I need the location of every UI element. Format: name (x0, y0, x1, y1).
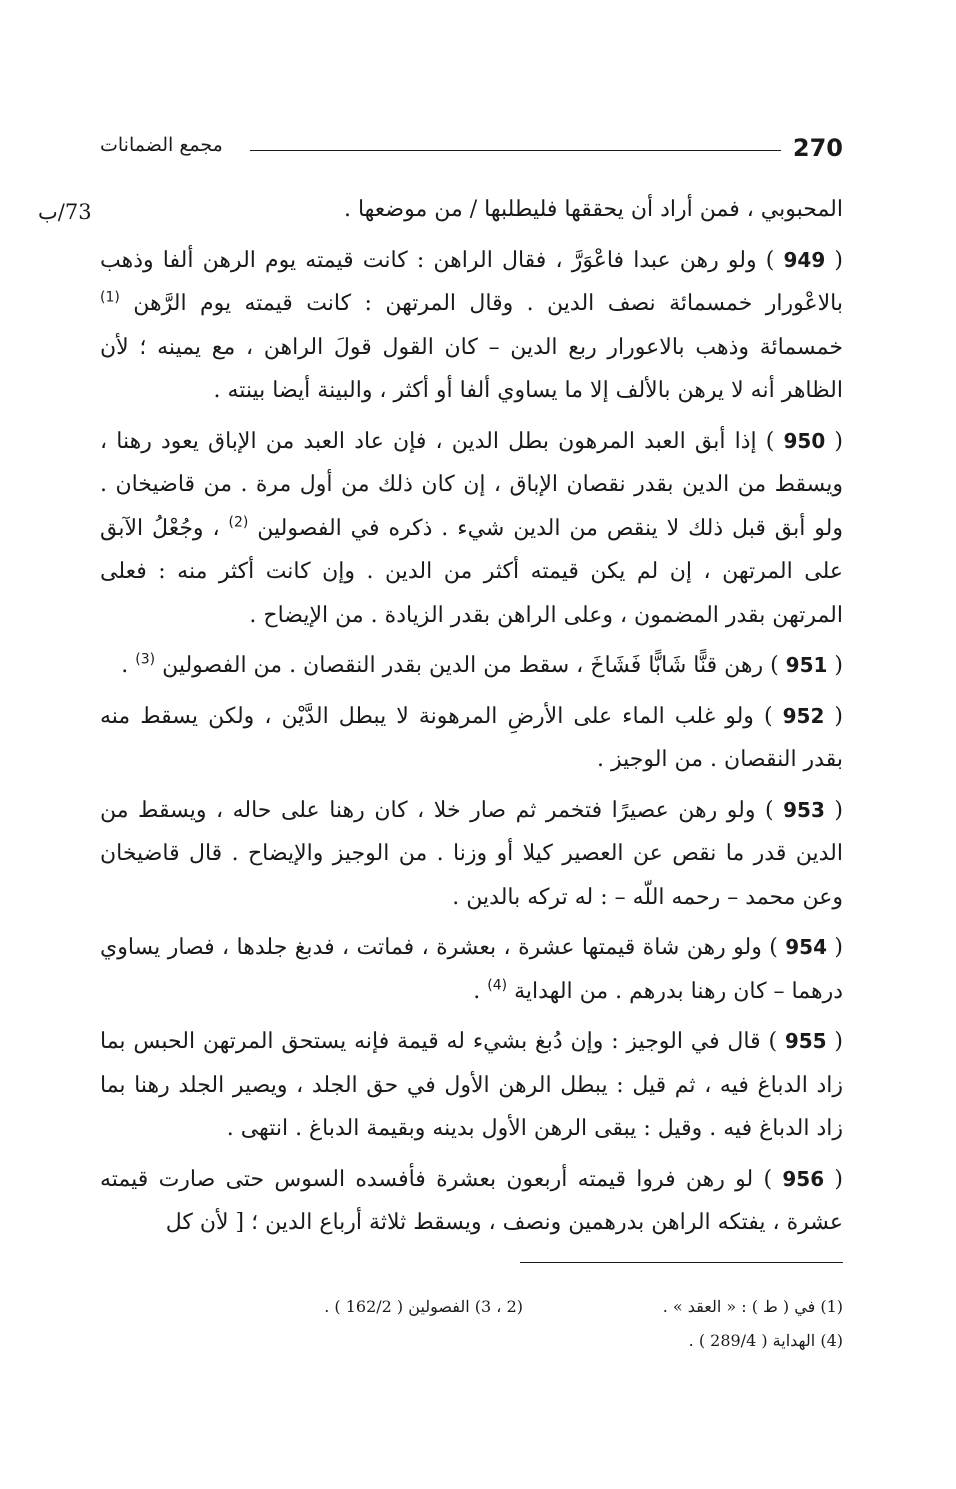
paragraph-text: ولو رهن عصيرًا فتخمر ثم صار خلا ، كان رهنا على حاله ، ويسقط من الدين قدر ما نقص عن العصير كيلا أو وزنا . من الوجيز والإيضاح . قال قاضيخان وعن محمد – رحمه اللّه – : له تركه بالدين . (100, 797, 843, 910)
footnote-ref: (2) (228, 514, 249, 531)
paragraph-953: ( 953 ) ولو رهن عصيرًا فتخمر ثم صار خلا ، كان رهنا على حاله ، ويسقط من الدين قدر ما نقص عن العصير كيلا أو وزنا . من الوجيز والإيضاح . قال قاضيخان وعن محمد – رحمه اللّه – : له تركه بالدين . (100, 797, 844, 910)
paragraph-text: ولو غلب الماء على الأرضِ المرهونة لا يبطل الدَّيْن ، ولكن يسقط منه بقدر النقصان . من الوجيز . (100, 703, 843, 772)
entry-number: 950 (783, 428, 826, 453)
paragraph-955: ( 955 ) قال في الوجيز : وإن دُبغ بشيء له قيمة فإنه يستحق المرتهن الحبس بما زاد الدباغ فيه ، ثم قيل : يبطل الرهن الأول في حق الجلد ، ويصير الجلد رهنا بما زاد الدباغ فيه . وقيل : يبقى الرهن الأول بدينه وبقيمة الدباغ . انتهى . (100, 1029, 843, 1141)
footnote-ref: (1) (100, 289, 120, 306)
footnote-row (100, 1290, 843, 1324)
paragraph-text: قال في الوجيز : وإن دُبغ بشيء له قيمة فإنه يستحق المرتهن الحبس بما زاد الدباغ فيه ، ثم قيل : يبطل الرهن الأول في حق الجلد ، ويصير الجلد رهنا بما زاد الدباغ فيه . وقيل : يبقى الرهن الأول بدينه وبقيمة الدباغ . انتهى . (100, 1029, 843, 1141)
entry-number: 953 (783, 797, 825, 822)
paragraph-text: ، وجُعْلُ الآبق على المرتهن ، إن لم يكن قيمته أكثر من الدين . وإن كانت أكثر منه : فعلى المرتهن بقدر المضمون ، وعلى الراهن بقدر الزيادة . من الإيضاح . (100, 515, 843, 628)
footnotes (100, 1290, 843, 1358)
entry-number: 952 (782, 703, 825, 728)
footnote-rule (520, 1262, 843, 1263)
running-title: مجمع الضمانات (100, 134, 223, 156)
paragraph-text: رهن قنًّا شَابًّا فَشَاخَ ، سقط من الدين بقدر النقصان . من الفصولين (162, 653, 764, 678)
paragraph-text: لو رهن فروا قيمته أربعون بعشرة فأفسده السوس حتى صارت قيمته عشرة ، يفتكه الراهن بدرهمين ونصف ، ويسقط ثلاثة أرباع الدين ؛ [ لأن كل (100, 1166, 843, 1235)
paragraph-text: . (473, 978, 481, 1004)
paragraph-949: ( 949 ) ولو رهن عبدا فاعْوَرَّ ، فقال الراهن : كانت قيمته يوم الرهن ألفا وذهب بالاعْورار خمسمائة نصف الدين . وقال المرتهن : كانت قيمته يوم الرَّهن $^{(1)}$ خمسمائة وذهب بالاعورار ربع الدين – كان القول قولَ الراهن ، مع يمينه ؛ لأن الظاهر أنه لا يرهن بالألف إلا ما يساوي ألفا أو أكثر ، والبينة أيضا بينته . (100, 247, 844, 403)
paragraph-text: خمسمائة وذهب بالاعورار ربع الدين – كان القول قولَ الراهن ، مع يمينه ؛ لأن الظاهر أنه لا يرهن بالألف إلا ما يساوي ألفا أو أكثر ، والبينة أيضا بينته . (100, 334, 843, 403)
footnote-1: (1) في ( ط ) : « العقد » . (662, 1297, 843, 1316)
paragraph-950: ( 950 ) إذا أبق العبد المرهون بطل الدين ، فإن عاد العبد من الإباق يعود رهنا ، ويسقط من الدين بقدر نقصان الإباق ، إن كان ذلك من أول مرة . من قاضيخان . ولو أبق قبل ذلك لا ينقص من الدين شيء . ذكره في الفصولين $^{(2)}$ ، وجُعْلُ الآبق على المرتهن ، إن لم يكن قيمته أكثر من الدين . وإن كانت أكثر منه : فعلى المرتهن بقدر المضمون ، وعلى الراهن بقدر الزيادة . من الإيضاح . (100, 428, 844, 628)
entry-number: 955 (784, 1029, 827, 1053)
header-rule (250, 150, 781, 151)
page-header (100, 128, 843, 168)
paragraph-text: . (121, 653, 129, 678)
footnote-ref: (3) (135, 651, 156, 668)
folio-marker: 73/ب (38, 200, 92, 224)
footnote-2-3: (2 ، 3) الفصولين ( 162/2 ) . (324, 1297, 523, 1316)
paragraph-956: ( 956 ) لو رهن فروا قيمته أربعون بعشرة فأفسده السوس حتى صارت قيمته عشرة ، يفتكه الراهن بدرهمين ونصف ، ويسقط ثلاثة أرباع الدين ؛ [ لأن كل (100, 1166, 843, 1235)
entry-number: 954 (785, 935, 828, 959)
paragraph-intro (100, 188, 843, 232)
entry-number: 949 (783, 247, 826, 272)
page-number: 270 (792, 134, 843, 162)
paragraph-text: ولو رهن شاة قيمتها عشرة ، بعشرة ، فماتت ، فدبغ جلدها ، فصار يساوي درهما – كان رهنا بدرهم . من الهداية (100, 935, 843, 1004)
paragraph-952: ( 952 ) ولو غلب الماء على الأرضِ المرهونة لا يبطل الدَّيْن ، ولكن يسقط منه بقدر النقصان . من الوجيز . (100, 703, 843, 772)
paragraph-text: إذا أبق العبد المرهون بطل الدين ، فإن عاد العبد من الإباق يعود رهنا ، ويسقط من الدين بقدر نقصان الإباق ، إن كان ذلك من أول مرة . من قاضيخان . ولو أبق قبل ذلك لا ينقص من الدين شيء . ذكره في الفصولين (100, 428, 843, 541)
main-text (100, 188, 843, 1252)
entry-number: 956 (782, 1166, 825, 1191)
paragraph-text: ولو رهن عبدا فاعْوَرَّ ، فقال الراهن : كانت قيمته يوم الرهن ألفا وذهب بالاعْورار خمسمائة نصف الدين . وقال المرتهن : كانت قيمته يوم الرَّهن (100, 247, 843, 316)
footnote-ref: (4) (487, 977, 508, 994)
paragraph-text: المحبوبي ، فمن أراد أن يحققها فليطلبها / من موضعها . (343, 197, 843, 222)
entry-number: 951 (785, 653, 828, 677)
paragraph-951: ( 951 ) رهن قنًّا شَابًّا فَشَاخَ ، سقط من الدين بقدر النقصان . من الفصولين $^{(3)}$ . (121, 651, 843, 678)
footnote-row (100, 1324, 843, 1358)
footnote-4: (4) الهداية ( 289/4 ) . (688, 1331, 843, 1350)
paragraph-954: ( 954 ) ولو رهن شاة قيمتها عشرة ، بعشرة ، فماتت ، فدبغ جلدها ، فصار يساوي درهما – كان رهنا بدرهم . من الهداية $^{(4)}$ . (100, 935, 844, 1004)
